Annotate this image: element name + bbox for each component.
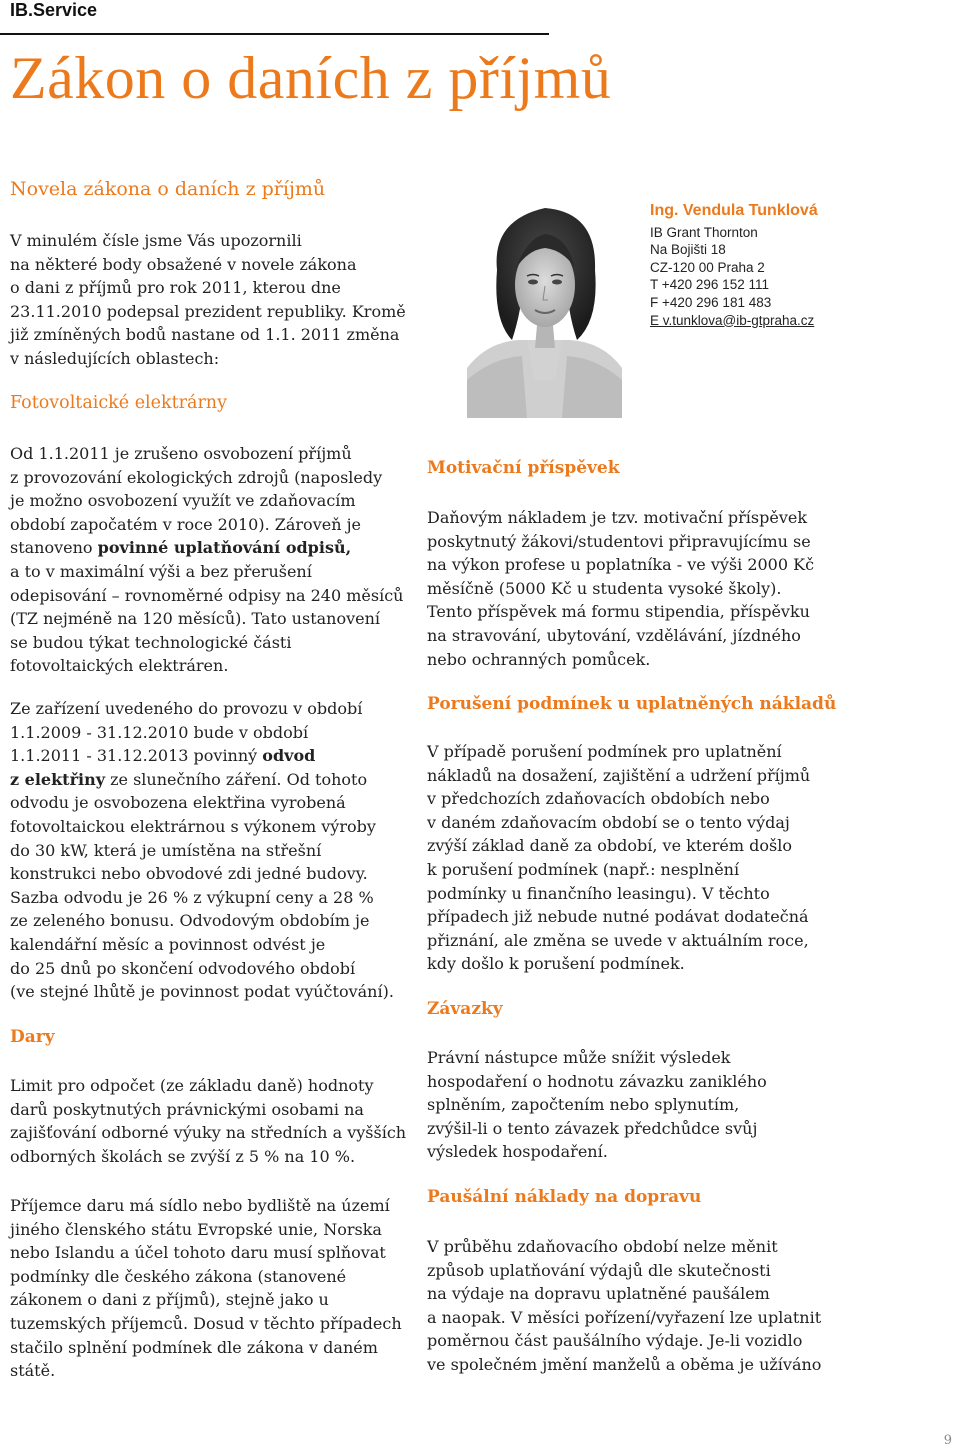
text-line: do 30 kW, která je umístěna na střešní <box>10 840 322 860</box>
emphasis-text: povinné uplatňování odpisů, <box>97 538 352 558</box>
text-line: Právní nástupce může snížit výsledek <box>427 1048 731 1067</box>
text-line: Daňovým nákladem je tzv. motivační příspěvek <box>427 508 808 527</box>
intro-line: 23.11.2010 podepsal prezident republiky. Kromě <box>10 301 406 321</box>
text-line: Limit pro odpočet (ze základu daně) hodnoty <box>10 1076 374 1095</box>
text-fragment: 1.1.2011 - 31.12.2013 povinný <box>10 746 263 766</box>
text-line: zvýšil-li o tento závazek předchůdce svůj <box>427 1118 758 1138</box>
motivacni-heading: Motivační příspěvek <box>427 458 620 478</box>
text-line: podmínky dle českého zákona (stanovené <box>10 1266 347 1286</box>
text-line: způsob uplatňování výdajů dle skutečnosti <box>427 1260 771 1280</box>
text-line: k porušení podmínek (např.: nesplnění <box>427 859 740 879</box>
text-line: na stravování, ubytování, vzdělávání, jízdného <box>427 625 801 645</box>
contact-fax: F +420 296 181 483 <box>650 294 772 310</box>
text-line: a naopak. V měsíci pořízení/vyřazení lze uplatnit <box>427 1307 822 1327</box>
text-line: je možno osvobození využít ve zdaňovacím <box>10 491 356 511</box>
text-line: odepisování – rovnoměrné odpisy na 240 měsíců <box>10 585 404 605</box>
text-line: (ve stejné lhůtě je povinnost podat vyúčtování). <box>10 982 394 1002</box>
page-number: 9 <box>943 1433 952 1448</box>
text-line: darů poskytnutých právnickými osobami na <box>10 1099 364 1119</box>
text-line: stačilo splnění podmínek dle zákona v daném <box>10 1337 378 1357</box>
text-line: kdy došlo k porušení podmínek. <box>427 954 685 974</box>
contact-city: CZ-120 00 Praha 2 <box>650 259 765 275</box>
author-portrait <box>467 190 622 418</box>
text-line: odvodu je osvobozena elektřina vyrobená <box>10 793 346 813</box>
text-line: konstrukci nebo obvodové zdi jedné budovy. <box>10 864 368 884</box>
fotovoltaika-paragraph-1 <box>10 442 403 678</box>
intro-line: v následujících oblastech: <box>10 348 220 368</box>
text-line: fotovoltaickou elektrárnou s výkonem výroby <box>10 816 376 836</box>
text-fragment: ze slunečního záření. Od tohoto <box>105 769 368 789</box>
zavazky-paragraph <box>427 1046 767 1164</box>
text-line: v daném zdaňovacím období se o tento výdaj <box>427 812 790 832</box>
text-line <box>10 768 394 792</box>
text-line: a to v maximální výši a bez přerušení <box>10 561 312 581</box>
dary-paragraph-2 <box>10 1194 402 1383</box>
text-line: Ze zařízení uvedeného do provozu v období <box>10 699 363 718</box>
text-line: z provozování ekologických zdrojů (naposledy <box>10 467 383 487</box>
text-line: poměrnou část paušálního výdaje. Je-li vozidlo <box>427 1331 803 1351</box>
text-line <box>10 536 403 560</box>
pausal-heading: Paušální náklady na dopravu <box>427 1187 702 1207</box>
contact-name: Ing. Vendula Tunklová <box>650 202 818 219</box>
poruseni-paragraph <box>427 740 810 976</box>
text-line: jiného členského státu Evropské unie, Norska <box>10 1219 382 1239</box>
text-line: na výkon profese u poplatníka - ve výši 2000 Kč <box>427 555 815 575</box>
text-line: zvýší základ daně za období, ve kterém došlo <box>427 836 792 856</box>
text-line: státě. <box>10 1361 56 1381</box>
dary-paragraph-1 <box>10 1074 406 1168</box>
intro-line: o dani z příjmů pro rok 2011, kterou dne <box>10 278 341 298</box>
text-line: ve společném jmění manželů a oběma je užíváno <box>427 1354 822 1374</box>
contact-street: Na Bojišti 18 <box>650 242 726 258</box>
text-line: výsledek hospodaření. <box>427 1142 608 1162</box>
contact-email-link[interactable]: E v.tunklova@ib-gtpraha.cz <box>650 312 815 328</box>
intro-line: V minulém čísle jsme Vás upozornili <box>10 231 302 250</box>
motivacni-paragraph <box>427 506 814 671</box>
text-line: hospodaření o hodnotu závazku zaniklého <box>427 1071 767 1091</box>
text-line: se budou týkat technologické části <box>10 632 292 652</box>
contact-company: IB Grant Thornton <box>650 224 758 240</box>
dary-heading: Dary <box>10 1027 55 1047</box>
page-title: Zákon o daních z příjmů <box>10 45 612 111</box>
text-line: na výdaje na dopravu uplatněné paušálem <box>427 1284 770 1304</box>
text-line: Příjemce daru má sídlo nebo bydliště na území <box>10 1196 390 1215</box>
fotovoltaika-heading: Fotovoltaické elektrárny <box>10 393 227 413</box>
text-line: Od 1.1.2011 je zrušeno osvobození příjmů <box>10 444 352 463</box>
emphasis-text: z elektřiny <box>10 769 106 789</box>
text-line: odborných školách se zvýší z 5 % na 10 %. <box>10 1146 356 1166</box>
text-line: období započatém v roce 2010). Zároveň je <box>10 514 362 534</box>
text-fragment: stanoveno <box>10 538 98 558</box>
contact-card <box>650 202 818 329</box>
emphasis-text: odvod <box>262 746 316 766</box>
text-line: tuzemských příjemců. Dosud v těchto případech <box>10 1313 402 1333</box>
intro-line: na některé body obsažené v novele zákona <box>10 254 357 274</box>
pausal-paragraph <box>427 1235 821 1377</box>
text-line: případech již nebude nutné podávat dodatečná <box>427 907 809 927</box>
contact-phone: T +420 296 152 111 <box>650 277 769 293</box>
intro-line: již zmíněných bodů nastane od 1.1. 2011 změna <box>10 325 400 345</box>
text-line: fotovoltaických elektráren. <box>10 656 229 676</box>
text-line: nebo ochranných pomůcek. <box>427 649 651 669</box>
fotovoltaika-paragraph-2 <box>10 697 394 1004</box>
intro-paragraph <box>10 229 406 371</box>
brand-label: IB.Service <box>10 0 98 20</box>
text-line: ze zeleného bonusu. Odvodovým obdobím je <box>10 911 370 931</box>
text-line: Tento příspěvek má formu stipendia, příspěvku <box>427 602 810 622</box>
text-line: do 25 dnů po skončení odvodového období <box>10 958 356 978</box>
text-line: v předchozích zdaňovacích obdobích nebo <box>427 789 770 809</box>
header-rule <box>0 33 549 35</box>
text-line: měsíčně (5000 Kč u studenta vysoké školy). <box>427 578 782 598</box>
zavazky-heading: Závazky <box>427 999 503 1019</box>
text-line: přiznání, ale změna se uvede v aktuálním roce, <box>427 930 809 950</box>
text-line <box>10 744 394 768</box>
text-line: splněním, započtením nebo splynutím, <box>427 1095 740 1115</box>
text-line: zajišťování odborné výuky na středních a vyšších <box>10 1123 407 1143</box>
text-line: nákladů na dosažení, zajištění a udržení příjmů <box>427 765 811 785</box>
intro-heading: Novela zákona o daních z příjmů <box>10 178 326 200</box>
text-line: podmínky u finančního leasingu). V těchto <box>427 883 770 903</box>
poruseni-heading: Porušení podmínek u uplatněných nákladů <box>427 694 837 714</box>
text-line: V případě porušení podmínek pro uplatnění <box>427 742 782 761</box>
text-line: kalendářní měsíc a povinnost odvést je <box>10 934 326 954</box>
text-line: Sazba odvodu je 26 % z výkupní ceny a 28 % <box>10 887 374 907</box>
text-line: (TZ nejméně na 120 měsíců). Tato ustanovení <box>10 609 381 629</box>
text-line: poskytnutý žákovi/studentovi připravujícímu se <box>427 531 811 551</box>
text-line: zákonem o dani z příjmů), stejně jako u <box>10 1290 329 1310</box>
text-line: nebo Islandu a účel tohoto daru musí splňovat <box>10 1243 386 1263</box>
text-line: 1.1.2009 - 31.12.2010 bude v období <box>10 722 309 742</box>
text-line: V průběhu zdaňovacího období nelze měnit <box>427 1237 778 1256</box>
